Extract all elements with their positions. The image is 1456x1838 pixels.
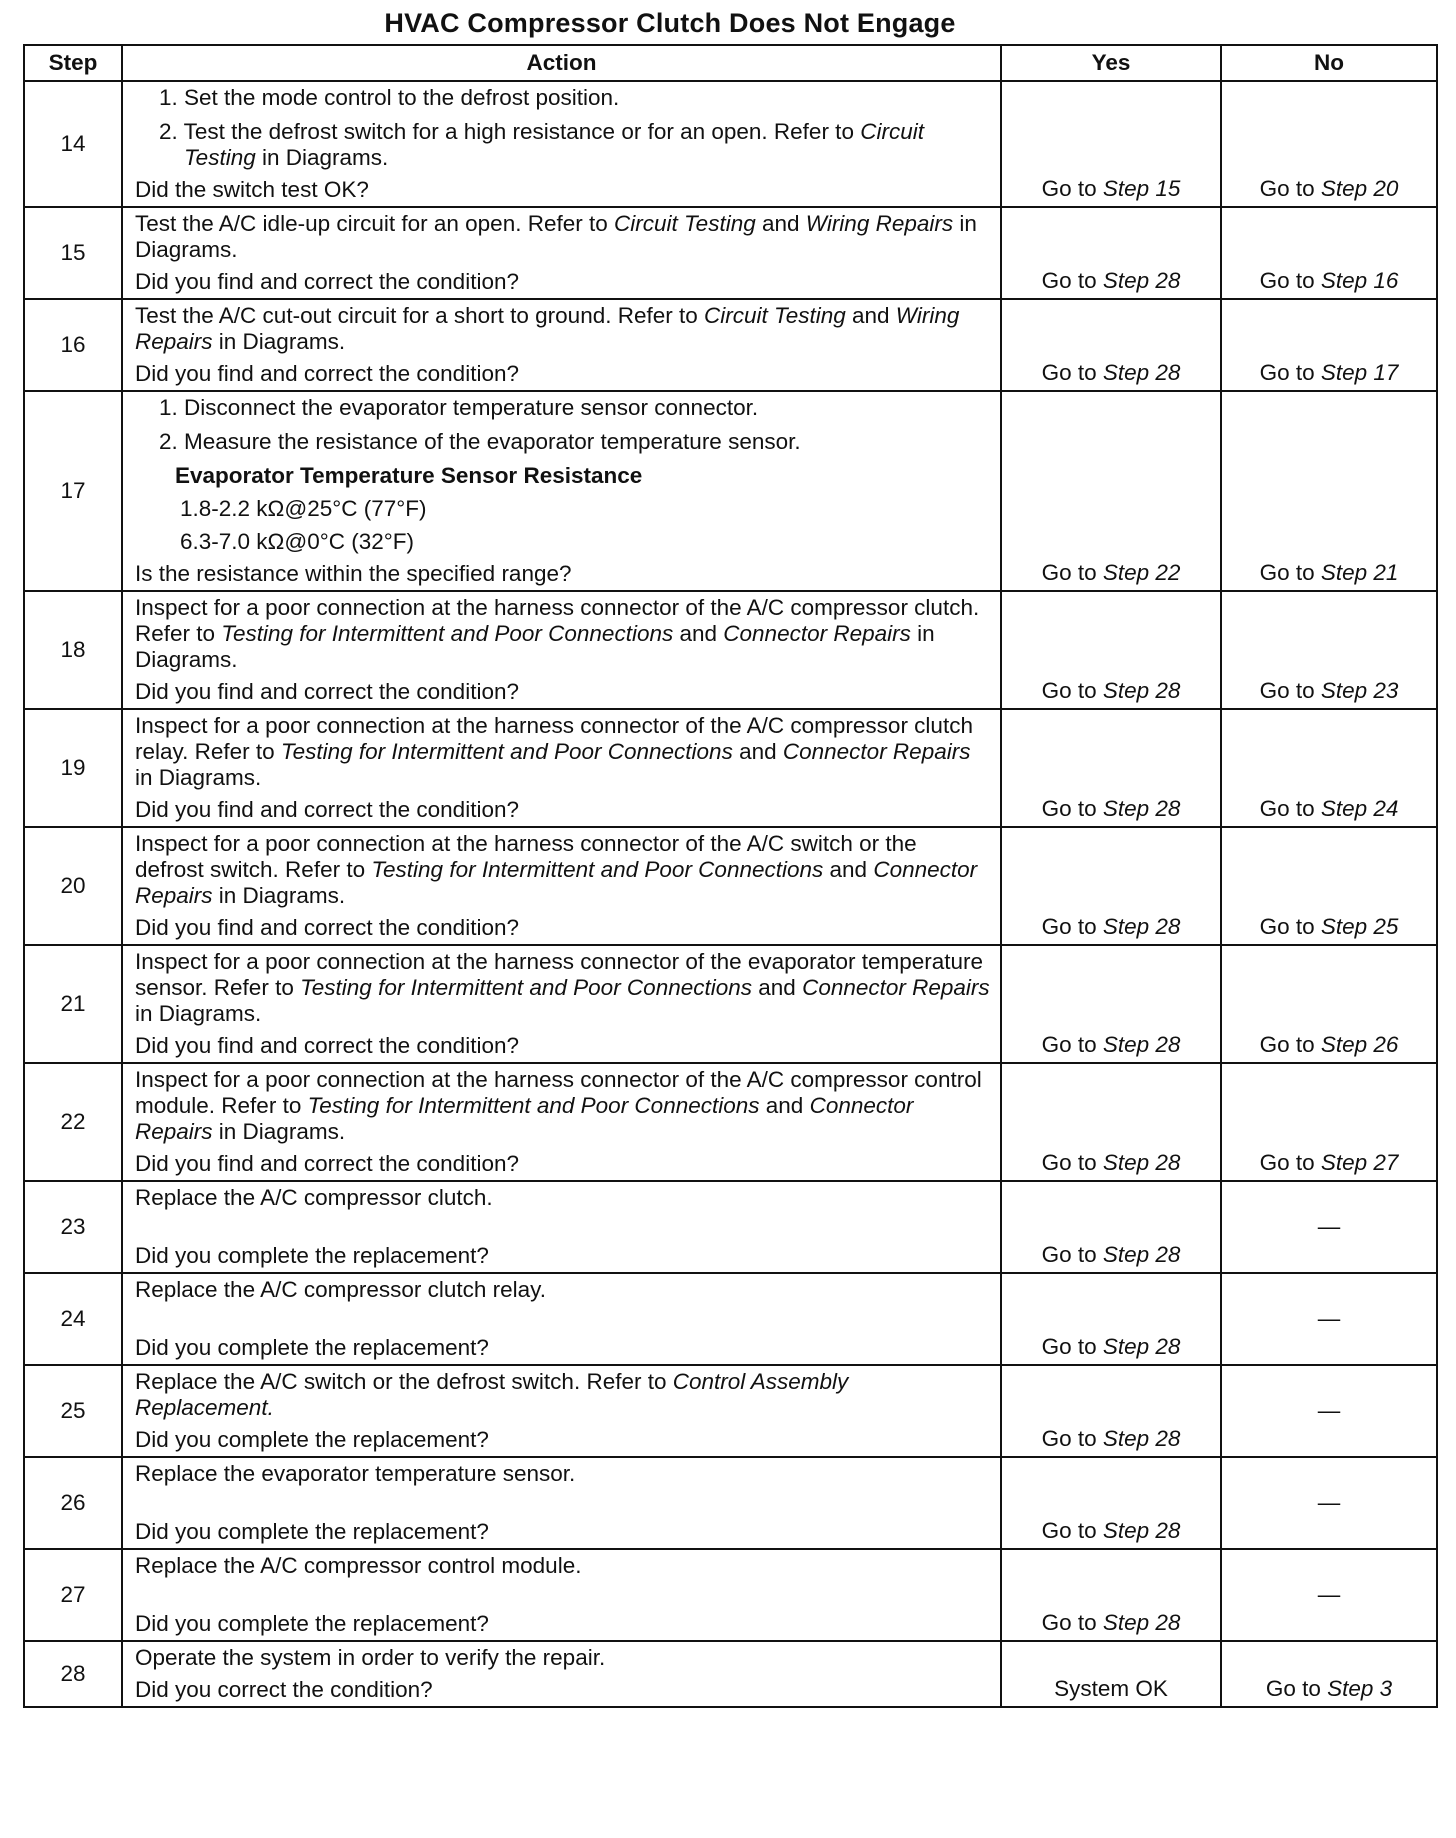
text-run: Replace the A/C compressor clutch. bbox=[135, 1185, 493, 1210]
text-run: Go to bbox=[1041, 1150, 1103, 1175]
no-result bbox=[1221, 1273, 1437, 1365]
text-run: Inspect for a poor connection at the harness connector of the evaporator temperature sensor. Refer to bbox=[135, 949, 984, 1000]
question-text: Did you complete the replacement? bbox=[135, 1243, 489, 1268]
item-number: 1. bbox=[159, 85, 185, 110]
text-run: and bbox=[673, 621, 724, 646]
reference-link-text: Testing for Intermittent and Poor Connections bbox=[280, 739, 733, 764]
action-cell bbox=[122, 591, 1001, 709]
text-run: Go to bbox=[1041, 796, 1103, 821]
no-result bbox=[1221, 299, 1437, 391]
question-text: Did you complete the replacement? bbox=[135, 1519, 489, 1544]
action-cell bbox=[122, 1063, 1001, 1181]
reference-link-text: Step 23 bbox=[1320, 678, 1399, 703]
text-run: in Diagrams. bbox=[135, 621, 935, 672]
text-run: Operate the system in order to verify the repair. bbox=[135, 1645, 606, 1670]
text-run: — bbox=[1317, 1214, 1341, 1239]
question-text: Did you find and correct the condition? bbox=[135, 915, 519, 940]
action-text bbox=[135, 303, 990, 355]
yes-result bbox=[1001, 1457, 1221, 1549]
text-run: Test the defrost switch for a high resistance or for an open. Refer to bbox=[183, 119, 861, 144]
table-row bbox=[24, 1641, 1437, 1707]
action-text bbox=[135, 1277, 990, 1303]
text-run: and bbox=[755, 211, 806, 236]
reference-link-text: Connector Repairs bbox=[135, 1093, 914, 1144]
yes-result bbox=[1001, 709, 1221, 827]
step-number: 25 bbox=[24, 1365, 122, 1457]
text-run: Go to bbox=[1041, 914, 1103, 939]
reference-link-text: Step 28 bbox=[1102, 1032, 1181, 1057]
step-number: 22 bbox=[24, 1063, 122, 1181]
text-run: Go to bbox=[1259, 360, 1321, 385]
yes-result bbox=[1001, 299, 1221, 391]
reference-link-text: Step 28 bbox=[1102, 1426, 1181, 1451]
reference-link-text: Circuit Testing bbox=[614, 211, 756, 236]
yes-result bbox=[1001, 207, 1221, 299]
question-text: Did you complete the replacement? bbox=[135, 1335, 489, 1360]
no-result bbox=[1221, 827, 1437, 945]
question-text: Did you complete the replacement? bbox=[135, 1427, 489, 1452]
reference-link-text: Step 22 bbox=[1102, 560, 1181, 585]
step-number: 24 bbox=[24, 1273, 122, 1365]
yes-result bbox=[1001, 945, 1221, 1063]
reference-link-text: Step 28 bbox=[1102, 1150, 1181, 1175]
step-number: 27 bbox=[24, 1549, 122, 1641]
reference-link-text: Step 27 bbox=[1320, 1150, 1399, 1175]
text-run: and bbox=[845, 303, 896, 328]
text-run: in Diagrams. bbox=[212, 1119, 346, 1144]
text-run: Go to bbox=[1259, 678, 1321, 703]
question-text: Did you find and correct the condition? bbox=[135, 269, 519, 294]
header-step: Step bbox=[24, 45, 122, 81]
text-run: Go to bbox=[1041, 360, 1103, 385]
action-cell bbox=[122, 207, 1001, 299]
text-run: Replace the A/C compressor control module. bbox=[135, 1553, 582, 1578]
step-number: 20 bbox=[24, 827, 122, 945]
reference-link-text: Step 28 bbox=[1102, 360, 1181, 385]
spec-value: 6.3-7.0 kΩ@0°C (32°F) bbox=[180, 529, 414, 554]
text-run: Test the A/C idle-up circuit for an open. Refer to bbox=[135, 211, 614, 236]
blank-line bbox=[135, 1211, 990, 1237]
reference-link-text: Step 3 bbox=[1327, 1676, 1393, 1701]
numbered-item bbox=[160, 85, 990, 111]
text-run: Go to bbox=[1041, 1426, 1103, 1451]
action-cell bbox=[122, 827, 1001, 945]
question-text: Did you find and correct the condition? bbox=[135, 679, 519, 704]
reference-link-text: Step 28 bbox=[1102, 914, 1181, 939]
text-run: Inspect for a poor connection at the harness connector of the A/C compressor clutch. Refer to bbox=[135, 595, 980, 646]
action-text bbox=[135, 831, 990, 909]
text-run: in Diagrams. bbox=[135, 765, 262, 790]
text-run: System OK bbox=[1054, 1676, 1168, 1701]
action-text bbox=[135, 949, 990, 1027]
text-run: in Diagrams. bbox=[135, 1001, 262, 1026]
no-result bbox=[1221, 1181, 1437, 1273]
text-run: in Diagrams. bbox=[255, 145, 389, 170]
reference-link-text: Circuit Testing bbox=[184, 119, 924, 170]
yes-result bbox=[1001, 391, 1221, 591]
step-number: 26 bbox=[24, 1457, 122, 1549]
no-result bbox=[1221, 1641, 1437, 1707]
question-text: Did you find and correct the condition? bbox=[135, 1033, 519, 1058]
table-row bbox=[24, 827, 1437, 945]
action-cell bbox=[122, 1365, 1001, 1457]
table-row bbox=[24, 1063, 1437, 1181]
table-header-row bbox=[24, 45, 1437, 81]
text-run: and bbox=[823, 857, 874, 882]
action-text bbox=[135, 713, 990, 791]
question-text: Did the switch test OK? bbox=[135, 177, 369, 202]
no-result bbox=[1221, 81, 1437, 207]
reference-link-text: Connector Repairs bbox=[135, 857, 978, 908]
yes-result bbox=[1001, 591, 1221, 709]
no-result bbox=[1221, 709, 1437, 827]
text-run: Go to bbox=[1259, 268, 1321, 293]
text-run: Inspect for a poor connection at the harness connector of the A/C compressor clutch relay. Refer to bbox=[135, 713, 973, 764]
text-run: Disconnect the evaporator temperature sensor connector. bbox=[184, 395, 759, 420]
action-text bbox=[135, 1645, 990, 1671]
action-cell bbox=[122, 1641, 1001, 1707]
reference-link-text: Testing for Intermittent and Poor Connections bbox=[307, 1093, 760, 1118]
question-text: Did you correct the condition? bbox=[135, 1677, 433, 1702]
step-number: 16 bbox=[24, 299, 122, 391]
header-yes: Yes bbox=[1001, 45, 1221, 81]
no-result bbox=[1221, 945, 1437, 1063]
numbered-item bbox=[160, 395, 990, 421]
action-cell bbox=[122, 1457, 1001, 1549]
reference-link-text: Step 17 bbox=[1320, 360, 1399, 385]
text-run: Go to bbox=[1259, 1032, 1321, 1057]
text-run: Go to bbox=[1041, 1610, 1103, 1635]
question-text: Did you complete the replacement? bbox=[135, 1611, 489, 1636]
reference-link-text: Circuit Testing bbox=[704, 303, 846, 328]
text-run: Test the A/C cut-out circuit for a short to ground. Refer to bbox=[135, 303, 705, 328]
table-row bbox=[24, 391, 1437, 591]
header-action: Action bbox=[122, 45, 1001, 81]
text-run: and bbox=[732, 739, 783, 764]
table-row bbox=[24, 299, 1437, 391]
text-run: Set the mode control to the defrost position. bbox=[184, 85, 620, 110]
step-number: 15 bbox=[24, 207, 122, 299]
reference-link-text: Step 28 bbox=[1102, 796, 1181, 821]
step-number: 18 bbox=[24, 591, 122, 709]
table-row bbox=[24, 1273, 1437, 1365]
reference-link-text: Wiring Repairs bbox=[135, 303, 960, 354]
table-row bbox=[24, 1181, 1437, 1273]
question-text: Did you find and correct the condition? bbox=[135, 797, 519, 822]
yes-result bbox=[1001, 1549, 1221, 1641]
action-cell bbox=[122, 391, 1001, 591]
action-text bbox=[135, 1185, 990, 1211]
step-number: 21 bbox=[24, 945, 122, 1063]
question-text: Is the resistance within the specified range? bbox=[135, 561, 572, 586]
text-run: in Diagrams. bbox=[212, 329, 346, 354]
no-result bbox=[1221, 1365, 1437, 1457]
text-run: Go to bbox=[1041, 678, 1103, 703]
reference-link-text: Step 28 bbox=[1102, 1610, 1181, 1635]
question-text: Did you find and correct the condition? bbox=[135, 361, 519, 386]
reference-link-text: Step 21 bbox=[1320, 560, 1399, 585]
step-number: 14 bbox=[24, 81, 122, 207]
text-run: Go to bbox=[1041, 1242, 1103, 1267]
yes-result bbox=[1001, 1181, 1221, 1273]
numbered-item bbox=[160, 429, 990, 455]
text-run: Go to bbox=[1041, 1032, 1103, 1057]
text-run: in Diagrams. bbox=[135, 211, 977, 262]
action-text bbox=[135, 1461, 990, 1487]
text-run: — bbox=[1317, 1306, 1341, 1331]
no-result bbox=[1221, 391, 1437, 591]
yes-result bbox=[1001, 1273, 1221, 1365]
text-run: Replace the A/C switch or the defrost switch. Refer to bbox=[135, 1369, 673, 1394]
action-text bbox=[135, 595, 990, 673]
item-number: 2. bbox=[159, 429, 185, 454]
action-cell bbox=[122, 81, 1001, 207]
text-run: Go to bbox=[1265, 1676, 1328, 1701]
spec-value: 1.8-2.2 kΩ@25°C (77°F) bbox=[180, 496, 427, 521]
table-row bbox=[24, 1365, 1437, 1457]
action-cell bbox=[122, 1181, 1001, 1273]
action-cell bbox=[122, 945, 1001, 1063]
reference-link-text: Step 26 bbox=[1320, 1032, 1399, 1057]
no-result bbox=[1221, 207, 1437, 299]
table-row bbox=[24, 591, 1437, 709]
yes-result bbox=[1001, 1641, 1221, 1707]
reference-link-text: Testing for Intermittent and Poor Connections bbox=[371, 857, 824, 882]
table-row bbox=[24, 1549, 1437, 1641]
step-number: 19 bbox=[24, 709, 122, 827]
text-run: Go to bbox=[1041, 1518, 1103, 1543]
reference-link-text: Step 28 bbox=[1102, 678, 1181, 703]
text-run: and bbox=[752, 975, 803, 1000]
text-run: Go to bbox=[1041, 560, 1103, 585]
table-row bbox=[24, 945, 1437, 1063]
text-run: Replace the evaporator temperature sensor. bbox=[135, 1461, 576, 1486]
text-run: in Diagrams. bbox=[212, 883, 346, 908]
yes-result bbox=[1001, 1365, 1221, 1457]
reference-link-text: Step 28 bbox=[1102, 268, 1181, 293]
yes-result bbox=[1001, 1063, 1221, 1181]
table-body bbox=[24, 81, 1437, 1707]
reference-link-text: Connector Repairs bbox=[782, 739, 971, 764]
text-run: Go to bbox=[1259, 1150, 1321, 1175]
text-run: and bbox=[759, 1093, 810, 1118]
reference-link-text: Control Assembly Replacement. bbox=[135, 1369, 849, 1420]
text-run: Go to bbox=[1041, 268, 1103, 293]
numbered-item bbox=[160, 119, 990, 171]
step-number: 17 bbox=[24, 391, 122, 591]
action-text bbox=[135, 1369, 990, 1421]
reference-link-text: Step 28 bbox=[1102, 1518, 1181, 1543]
text-run: Replace the A/C compressor clutch relay. bbox=[135, 1277, 547, 1302]
no-result bbox=[1221, 1549, 1437, 1641]
text-run: — bbox=[1317, 1398, 1341, 1423]
reference-link-text: Connector Repairs bbox=[802, 975, 990, 1000]
item-number: 1. bbox=[159, 395, 185, 420]
text-run: Inspect for a poor connection at the harness connector of the A/C switch or the defrost switch. Refer to bbox=[135, 831, 917, 882]
question-text: Did you find and correct the condition? bbox=[135, 1151, 519, 1176]
no-result bbox=[1221, 1063, 1437, 1181]
page-title: HVAC Compressor Clutch Does Not Engage bbox=[384, 8, 956, 38]
text-run: Go to bbox=[1041, 1334, 1103, 1359]
step-number: 28 bbox=[24, 1641, 122, 1707]
text-run: Go to bbox=[1259, 796, 1321, 821]
reference-link-text: Step 15 bbox=[1102, 176, 1181, 201]
reference-link-text: Testing for Intermittent and Poor Connections bbox=[221, 621, 674, 646]
step-number: 23 bbox=[24, 1181, 122, 1273]
text-run: Measure the resistance of the evaporator temperature sensor. bbox=[184, 429, 801, 454]
reference-link-text: Step 24 bbox=[1320, 796, 1399, 821]
table-row bbox=[24, 709, 1437, 827]
reference-link-text: Step 28 bbox=[1102, 1242, 1181, 1267]
no-result bbox=[1221, 591, 1437, 709]
action-text bbox=[135, 211, 990, 263]
no-result bbox=[1221, 1457, 1437, 1549]
table-row bbox=[24, 207, 1437, 299]
text-run: — bbox=[1317, 1582, 1341, 1607]
yes-result bbox=[1001, 827, 1221, 945]
diagnostic-table bbox=[23, 44, 1438, 1708]
action-text bbox=[135, 1067, 990, 1145]
spec-title: Evaporator Temperature Sensor Resistance bbox=[175, 463, 643, 488]
blank-line bbox=[135, 1579, 990, 1605]
item-number: 2. bbox=[159, 119, 184, 144]
blank-line bbox=[135, 1303, 990, 1329]
action-cell bbox=[122, 1549, 1001, 1641]
action-cell bbox=[122, 1273, 1001, 1365]
table-row bbox=[24, 81, 1437, 207]
reference-link-text: Step 16 bbox=[1320, 268, 1399, 293]
reference-link-text: Step 28 bbox=[1102, 1334, 1181, 1359]
action-text bbox=[135, 1553, 990, 1579]
table-row bbox=[24, 1457, 1437, 1549]
text-run: Go to bbox=[1041, 176, 1103, 201]
text-run: Go to bbox=[1259, 914, 1321, 939]
reference-link-text: Step 20 bbox=[1320, 176, 1399, 201]
header-no: No bbox=[1221, 45, 1437, 81]
text-run: Inspect for a poor connection at the harness connector of the A/C compressor control module. Refer to bbox=[135, 1067, 982, 1118]
reference-link-text: Testing for Intermittent and Poor Connections bbox=[300, 975, 753, 1000]
blank-line bbox=[135, 1487, 990, 1513]
text-run: — bbox=[1317, 1490, 1341, 1515]
reference-link-text: Connector Repairs bbox=[723, 621, 911, 646]
reference-link-text: Wiring Repairs bbox=[805, 211, 954, 236]
yes-result bbox=[1001, 81, 1221, 207]
action-cell bbox=[122, 299, 1001, 391]
text-run: Go to bbox=[1259, 176, 1321, 201]
reference-link-text: Step 25 bbox=[1320, 914, 1399, 939]
action-cell bbox=[122, 709, 1001, 827]
text-run: Go to bbox=[1259, 560, 1321, 585]
